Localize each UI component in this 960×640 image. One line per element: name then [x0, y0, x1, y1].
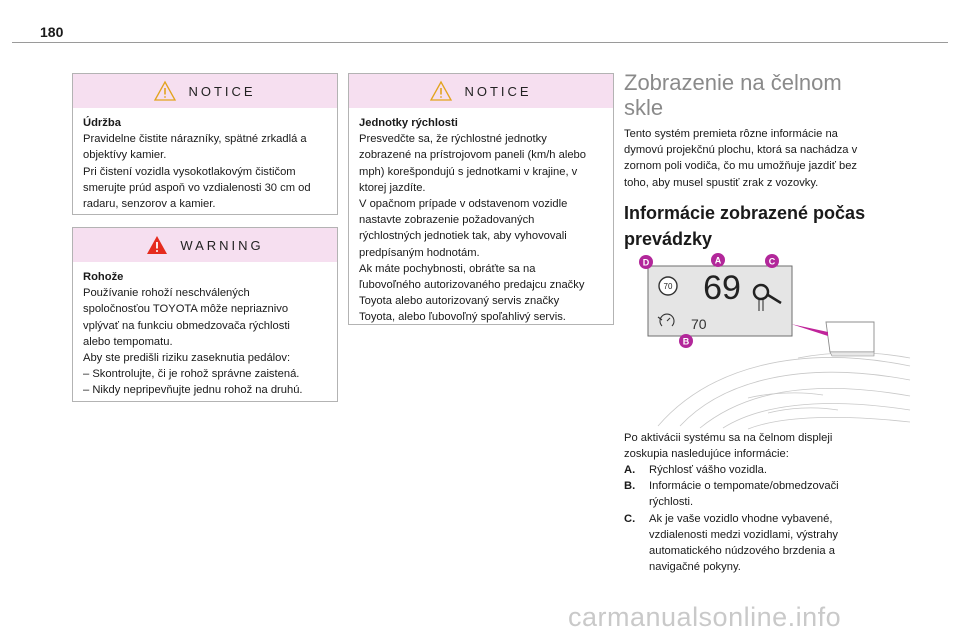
watermark: carmanualsonline.info — [568, 602, 842, 632]
warning-heading: Rohože — [83, 271, 124, 283]
callout-b — [679, 334, 693, 348]
notice-line: rýchlostných jednotiek tak, aby vyhovovali — [359, 230, 567, 243]
notice-body — [73, 108, 337, 222]
warning-body — [73, 262, 337, 409]
activation-paragraph: Po aktivácii systému sa na čelnom displeji zoskupia nasledujúce informácie: — [624, 432, 833, 461]
notice-line: Toyota, alebo ľubovoľný spoľahlivý servis. — [359, 311, 566, 324]
callout-d — [639, 255, 653, 269]
notice-header — [349, 74, 613, 108]
warning-line: Používanie rohoží neschválených — [83, 287, 250, 300]
notice-line: mph) korešpondujú s jednotkami v krajine, v — [359, 165, 578, 178]
notice-body — [349, 108, 613, 336]
page-number: 180 — [40, 24, 64, 40]
notice-heading: Údržba — [83, 117, 121, 129]
caution-triangle-icon — [430, 81, 452, 101]
list-item: B. Informácie o tempomate/obmedzovači rýchlosti. — [624, 480, 839, 509]
top-divider — [12, 42, 948, 43]
caution-triangle-icon — [154, 81, 176, 101]
warning-header — [73, 228, 337, 262]
notice-line: nastavte zobrazenie požadovaných — [359, 214, 535, 227]
notice-line: ktorej jazdíte. — [359, 181, 426, 194]
current-speed: 69 — [703, 269, 741, 307]
section-subtitle: Informácie zobrazené počas prevádzky — [624, 203, 866, 249]
warning-line: vplývať na funkciu obmedzovača rýchlosti — [83, 319, 290, 332]
warning-box-floor-mats — [72, 227, 338, 402]
section-title: Zobrazenie na čelnom skle — [624, 70, 842, 120]
warning-line: Aby ste predišli riziku zaseknutia pedálov: — [83, 352, 291, 365]
intro-paragraph: Tento systém premieta rôzne informácie na dymovú projekčnú plochu, ktorá sa nachádza v zornom poli vodiča, čo mu umožňuje jazdiť bez toho, aby musel spustiť zrak z vozovky. — [624, 128, 858, 189]
warning-line: spoločnosťou TOYOTA môže nepriaznivo — [83, 303, 289, 316]
warning-triangle-icon — [146, 235, 168, 255]
callout-c — [765, 254, 779, 268]
cruise-speed: 70 — [691, 316, 707, 332]
dashboard-outline — [658, 353, 910, 429]
list-item: A. Rýchlosť vášho vozidla. — [624, 464, 767, 476]
warning-line: – Nikdy nepripevňujte jednu rohož na druhú. — [83, 384, 303, 397]
hud-projector — [826, 322, 874, 352]
notice-line: objektívy kamier. — [83, 149, 167, 162]
callout-a — [711, 253, 725, 267]
notice-line: Ak máte pochybnosti, obráťte sa na — [359, 262, 536, 275]
svg-text:B: B — [682, 336, 690, 347]
notice-line: predpísaným hodnotám. — [359, 246, 480, 259]
speed-limit-value: 70 — [663, 282, 673, 291]
notice-title: NOTICE — [188, 83, 256, 99]
notice-line: Pri čistení vozidla vysokotlakovým čističom — [83, 165, 296, 178]
svg-text:A: A — [714, 255, 722, 266]
notice-line: V opačnom prípade v odstavenom vozidle — [359, 198, 568, 211]
notice-line: smerujte prúd aspoň vo vzdialenosti 30 cm od — [83, 181, 311, 194]
notice-line: radaru, senzorov a kamier. — [83, 198, 216, 211]
hud-info-list — [624, 462, 914, 575]
notice-line: Pravidelne čistite nárazníky, spätné zrkadlá a — [83, 133, 307, 146]
notice-box-maintenance — [72, 73, 338, 215]
warning-line: – Skontrolujte, či je rohož správne zaistená. — [83, 368, 300, 381]
notice-line: Toyota alebo autorizovaný servis značky — [359, 295, 560, 308]
notice-line: ľubovoľného autorizovaného predajcu značky — [359, 279, 585, 292]
warning-line: alebo tempomatu. — [83, 335, 173, 348]
svg-text:D: D — [642, 257, 650, 268]
notice-line: zobrazené na prístrojovom paneli (km/h alebo — [359, 149, 586, 162]
notice-box-speed-units — [348, 73, 614, 325]
list-item: C. Ak je vaše vozidlo vhodne vybavené, vzdialenosti medzi vozidlami, výstrahy automatického núdzového brzdenia a navigačné pokyny. — [624, 512, 839, 574]
notice-line: Presvedčte sa, že rýchlostné jednotky — [359, 133, 547, 146]
notice-title: NOTICE — [464, 83, 532, 99]
notice-heading: Jednotky rýchlosti — [359, 117, 458, 129]
hud-illustration — [642, 248, 912, 430]
projection-beam — [791, 324, 828, 336]
notice-header — [73, 74, 337, 108]
warning-title: WARNING — [180, 237, 264, 253]
svg-text:C: C — [768, 256, 776, 267]
